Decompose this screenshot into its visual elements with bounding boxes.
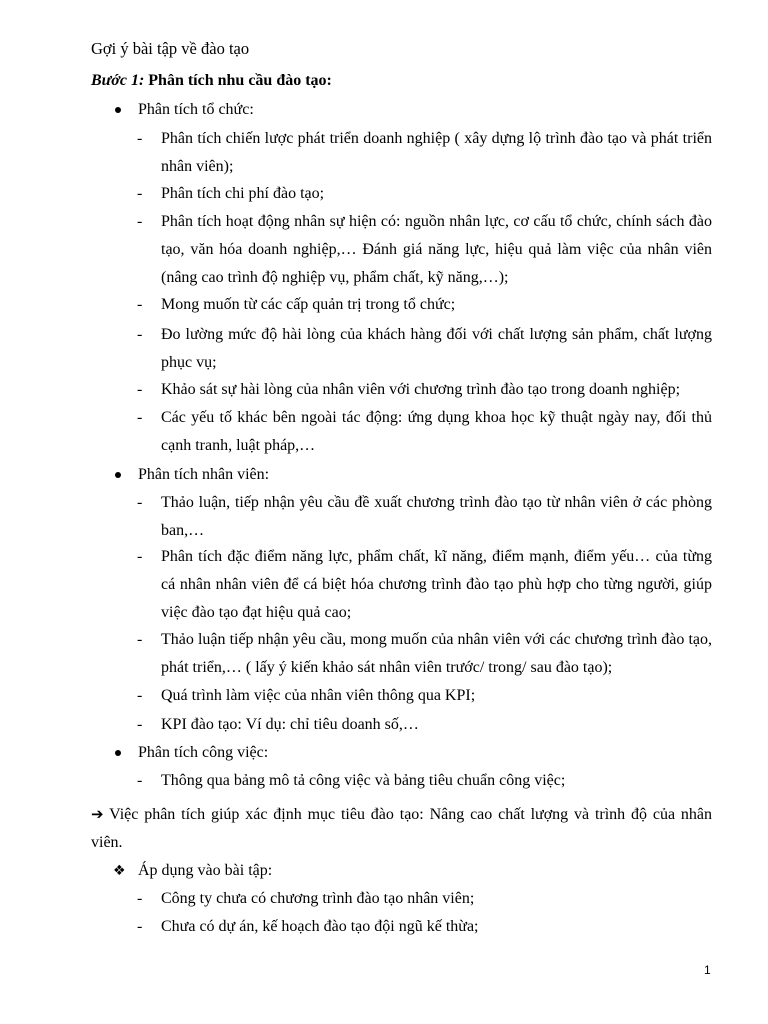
bullet-icon — [115, 107, 121, 113]
section-heading-job: Phân tích công việc: — [138, 744, 269, 761]
step-1-title: Phân tích nhu cầu đào tạo: — [144, 72, 332, 89]
list-item: Thảo luận tiếp nhận yêu cầu, mong muốn của nhân viên với các chương trình đào tạo, phát triển,… ( lấy ý kiến khảo sát nhân viên trước/ trong/ sau đào tạo); — [161, 631, 712, 676]
list-item: Thảo luận, tiếp nhận yêu cầu đề xuất chương trình đào tạo từ nhân viên ở các phòng ban,… — [161, 494, 712, 539]
dash-marker: - — [137, 494, 143, 511]
dash-marker: - — [137, 687, 143, 704]
dash-marker: - — [137, 772, 143, 789]
list-item: Phân tích chi phí đào tạo; — [161, 185, 325, 202]
list-item: Các yếu tố khác bên ngoài tác động: ứng dụng khoa học kỹ thuật ngày nay, đối thủ cạnh tranh, luật pháp,… — [161, 409, 712, 454]
list-item: Phân tích đặc điểm năng lực, phẩm chất, kĩ năng, điểm mạnh, điểm yếu… của từng cá nhân nhân viên để cá biệt hóa chương trình đào tạo phù hợp cho từng người, giúp việc đào tạo đạt hiệu quả cao; — [161, 548, 712, 621]
dash-marker: - — [137, 381, 143, 398]
dash-marker: - — [137, 548, 143, 565]
list-item: Công ty chưa có chương trình đào tạo nhân viên; — [161, 890, 475, 907]
bullet-icon — [115, 750, 121, 756]
list-item: Phân tích hoạt động nhân sự hiện có: nguồn nhân lực, cơ cấu tổ chức, chính sách đào tạo, văn hóa doanh nghiệp,… Đánh giá năng lực, hiệu quả làm việc của nhân viên (nâng cao trình độ nghiệp vụ, phẩm chất, kỹ năng,…); — [161, 213, 712, 286]
dash-marker: - — [137, 296, 143, 313]
list-item: KPI đào tạo: Ví dụ: chỉ tiêu doanh số,… — [161, 716, 419, 733]
dash-marker: - — [137, 326, 143, 343]
dash-marker: - — [137, 130, 143, 147]
bullet-icon — [115, 472, 121, 478]
dash-marker: - — [137, 716, 143, 733]
list-item: Chưa có dự án, kế hoạch đào tạo đội ngũ kế thừa; — [161, 918, 479, 935]
section-heading-organization: Phân tích tổ chức: — [138, 101, 254, 118]
apply-heading: Áp dụng vào bài tập: — [138, 862, 273, 879]
dash-marker: - — [137, 409, 143, 426]
dash-marker: - — [137, 213, 143, 230]
list-item: Quá trình làm việc của nhân viên thông qua KPI; — [161, 687, 476, 704]
list-item: Đo lường mức độ hài lòng của khách hàng đối với chất lượng sản phẩm, chất lượng phục vụ; — [161, 326, 712, 371]
arrow-right-icon: ➔ — [91, 805, 104, 823]
diamond-bullet-icon: ❖ — [113, 863, 126, 879]
list-item: Mong muốn từ các cấp quản trị trong tổ chức; — [161, 296, 456, 313]
list-item: Phân tích chiến lược phát triển doanh nghiệp ( xây dựng lộ trình đào tạo và phát triển nhân viên); — [161, 130, 712, 175]
dash-marker: - — [137, 185, 143, 202]
list-item: Khảo sát sự hài lòng của nhân viên với chương trình đào tạo trong doanh nghiệp; — [161, 381, 681, 398]
dash-marker: - — [137, 918, 143, 935]
document-title: Gợi ý bài tập về đào tạo — [91, 39, 250, 58]
step-1-label: Bước 1: — [91, 72, 145, 89]
list-item: Thông qua bảng mô tả công việc và bảng tiêu chuẩn công việc; — [161, 772, 566, 789]
section-heading-employee: Phân tích nhân viên: — [138, 466, 270, 483]
conclusion-text: Việc phân tích giúp xác định mục tiêu đào tạo: Nâng cao chất lượng và trình độ của nhân viên. — [91, 806, 712, 851]
dash-marker: - — [137, 631, 143, 648]
dash-marker: - — [137, 890, 143, 907]
page-number: 1 — [704, 963, 711, 977]
conclusion-paragraph — [91, 800, 712, 857]
step-1-heading — [91, 70, 332, 92]
